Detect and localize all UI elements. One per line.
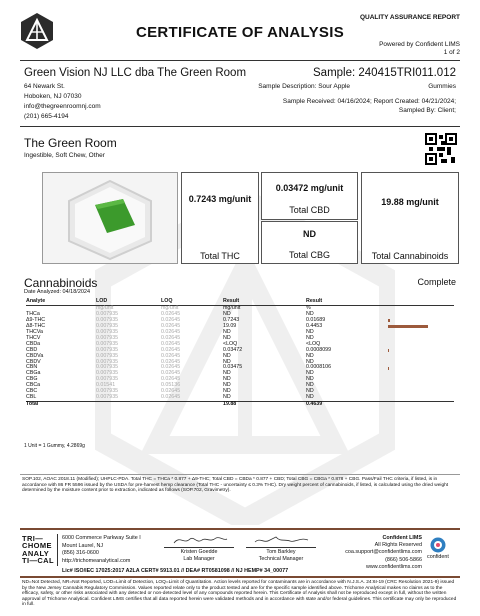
analyte-lod: 0.007935 (96, 346, 119, 353)
analyte-name: Δ9-THC (26, 316, 46, 323)
confident-logo-text: confident (427, 554, 449, 560)
client-name: Green Vision NJ LLC dba The Green Room (24, 67, 247, 79)
analyte-name: THCa (26, 310, 40, 317)
col-analyte: Analyte (26, 299, 96, 305)
total-result-mg: 19.88 (223, 402, 276, 408)
analyte-loq: 0.02645 (161, 340, 181, 347)
signer-1-name: Kristen Goedde (180, 549, 218, 555)
cl-website[interactable]: www.confidentlims.com (365, 563, 422, 570)
client-address-1: 64 Newark St. (24, 83, 65, 90)
lab-contact (62, 535, 141, 565)
analyte-lod: 0.007935 (96, 388, 119, 395)
logo-separator (57, 534, 58, 566)
result-bar (388, 325, 428, 328)
analyte-lod: 0.007935 (96, 340, 119, 347)
total-cbg-label: Total CBG (288, 250, 330, 260)
date-analyzed: Date Analyzed: 04/18/2024 (24, 289, 91, 295)
analyte-lod: 0.007935 (96, 322, 119, 329)
col-result-pct: Result (306, 299, 386, 305)
total-label: Total (26, 402, 96, 408)
analyte-result-mg: ND (223, 376, 231, 383)
total-loq (161, 402, 223, 408)
unit-note: 1 Unit = 1 Gummy, 4.2869g (24, 443, 85, 449)
analyte-result-mg: ND (223, 328, 231, 335)
analyte-result-mg: 19.09 (223, 322, 237, 329)
analyte-lod: 0.007935 (96, 370, 119, 377)
lab-phone: (856) 316-0600 (62, 550, 99, 557)
confident-lims-contact (345, 535, 422, 571)
sample-id: Sample: 240415TRI011.012 (313, 67, 456, 79)
analyte-result-mg: 0.7243 (223, 316, 240, 323)
analyte-lod: 0.007935 (96, 352, 119, 359)
analyte-result-pct: ND (306, 328, 314, 335)
trichome-logo (22, 535, 54, 565)
header-divider (20, 60, 460, 61)
cl-rights: All Rights Reserved (374, 542, 422, 549)
analyte-result-mg: ND (223, 394, 231, 401)
total-cannabinoids-value: 19.88 mg/unit (381, 197, 439, 207)
total-bar-cell (386, 402, 454, 408)
analyte-result-pct: 0.4453 (306, 322, 323, 329)
analyte-name: CBC (26, 388, 38, 395)
total-cbg-value: ND (303, 229, 316, 239)
lab-address-1: 6000 Commerce Parkway Suite I (62, 535, 141, 541)
col-lod: LOD (96, 299, 161, 305)
signer-2-title: Technical Manager (258, 556, 304, 562)
analyte-name: THCVa (26, 328, 43, 335)
total-lod (96, 402, 161, 408)
sampled-by: Sampled By: Client; (398, 107, 456, 114)
total-cannabinoids-box (361, 172, 459, 264)
analyte-name: CBDa (26, 340, 41, 347)
cl-phone: (866) 506-5866 (385, 556, 422, 563)
analyte-result-mg: ND (223, 310, 231, 317)
client-email: info@thegreenroomnj.com (24, 103, 101, 110)
analyte-result-pct: ND (306, 310, 314, 317)
result-bar (388, 367, 389, 370)
total-thc-box (181, 172, 259, 264)
analyte-loq: 0.02645 (161, 370, 181, 377)
analyte-lod: 0.007935 (96, 358, 119, 365)
analyte-loq: 0.02645 (161, 394, 181, 401)
analyte-loq: 0.02645 (161, 322, 181, 329)
analyte-result-mg: ND (223, 358, 231, 365)
footer-divider (20, 528, 460, 530)
product-name: The Green Room (24, 136, 117, 150)
analyte-result-pct: ND (306, 334, 314, 341)
analyte-result-pct: ND (306, 370, 314, 377)
signature-line-2 (246, 547, 316, 548)
lab-license: Lic# ISO/IEC 17025:2017 A2LA CERT# 5913.01 // DEA# RT0581098 // NJ HEMP# 34_00077 (62, 568, 289, 574)
total-thc-value: 0.7243 mg/unit (188, 194, 252, 204)
signer-2-name: Tom Barkley (266, 549, 296, 555)
footer-divider-line-2 (20, 576, 460, 578)
analyte-loq: 0.02645 (161, 358, 181, 365)
client-phone: (201) 665-4194 (24, 113, 69, 120)
analyte-lod: 0.007935 (96, 376, 119, 383)
sample-description: Sample Description: Sour Apple (258, 83, 350, 90)
analyte-name: CBDVa (26, 352, 44, 359)
qa-report-label: QUALITY ASSURANCE REPORT (359, 14, 460, 21)
cl-name: Confident LIMS (382, 535, 422, 541)
footer-divider-2 (20, 576, 460, 578)
total-row (26, 402, 454, 408)
logo-line-4: TI—CAL (22, 556, 54, 566)
analyte-name: CBL (26, 394, 37, 401)
analyte-loq: 0.02645 (161, 310, 181, 317)
analyte-result-pct: ND (306, 358, 314, 365)
analyte-loq: 0.02645 (161, 346, 181, 353)
analyte-result-pct: ND (306, 376, 314, 383)
analyte-name: THCV (26, 334, 41, 341)
analyte-loq: 0.02645 (161, 316, 181, 323)
analyte-result-mg: ND (223, 388, 231, 395)
total-result-pct: 0.4639 (306, 402, 386, 408)
analyte-result-pct: 0.0008099 (306, 346, 332, 353)
analyte-name: CBN (26, 364, 38, 371)
analyte-result-mg: ND (223, 370, 231, 377)
cannabinoids-title: Cannabinoids (24, 276, 98, 290)
analyte-result-pct: ND (306, 352, 314, 359)
signature-2 (252, 533, 312, 547)
page-number: 1 of 2 (443, 49, 460, 56)
analyte-result-pct: ND (306, 394, 314, 401)
client-address-2: Hoboken, NJ 07030 (24, 93, 82, 100)
cl-email[interactable]: coa.support@confidentlims.com (345, 549, 422, 556)
lab-address-2: Mount Laurel, NJ (62, 542, 104, 549)
analyte-result-mg: ND (223, 334, 231, 341)
analyte-lod: 0.007935 (96, 364, 119, 371)
analyte-loq: 0.05136 (161, 382, 181, 389)
disclaimer: ND=Not Detected, NR=Not Reported, LOD=Limit of Detection, LOQ=Limit of Quantitation. Action levels reported for contaminants are in accordance with N.J.S.A. 24:6I-19 (CRC Resolution 2021-9) issued by the New Jersey Cannabis Regulatory Commission. Values reported relate only to the product tested and are for the specific sample identified above. Trichome Analytical makes no claims as to the efficacy, safety, or other risks associated with any detected or non-detected level of any compounds reported herein. This Certificate of Analysis shall not be reproduced except in full, without the written approval of Trichome Analytical. Confident LIMS certifies that all data reported herein were validated methods and in accordance with state and/or federal guidelines. This certificate may only be reproduced in full. (22, 580, 457, 608)
analyte-result-mg: 0.03472 (223, 346, 243, 353)
analyte-lod: 0.007935 (96, 394, 119, 401)
document-title: CERTIFICATE OF ANALYSIS (135, 24, 345, 41)
analyte-name: CBD (26, 346, 38, 353)
result-bar-cell (386, 395, 454, 401)
analyte-name: CBDV (26, 358, 41, 365)
client-divider (20, 126, 460, 127)
analyte-result-pct: 0.01689 (306, 316, 326, 323)
total-cbd-value: 0.03472 mg/unit (275, 183, 344, 193)
qr-code[interactable] (425, 133, 457, 165)
signer-1-title: Lab Manager (183, 556, 215, 562)
analysis-status: Complete (417, 277, 456, 287)
analyte-lod: 0.007935 (96, 316, 119, 323)
analyte-name: CBCa (26, 382, 41, 389)
product-photo (42, 172, 178, 264)
logo-line-1: TRI— (22, 534, 44, 543)
analyte-result-mg: <LOQ (223, 340, 238, 347)
analyte-result-mg: ND (223, 382, 231, 389)
logo-line-3: ANALY (22, 548, 50, 558)
method-divider (20, 474, 460, 475)
analyte-loq: 0.02645 (161, 352, 181, 359)
analyte-loq: 0.02645 (161, 388, 181, 395)
col-loq: LOQ (161, 299, 223, 305)
analyte-result-mg: ND (223, 352, 231, 359)
analyte-loq: 0.02645 (161, 376, 181, 383)
sample-dates: Sample Received: 04/16/2024; Report Created: 04/21/2024; (282, 98, 456, 105)
total-cbd-label: Total CBD (289, 205, 330, 215)
analyte-name: CBGa (26, 370, 41, 377)
total-cbd-box (261, 172, 358, 220)
lab-website[interactable]: http://trichomeanalytical.com (62, 557, 131, 564)
analyte-result-mg: 0.03475 (223, 364, 243, 371)
gummy-image (43, 173, 177, 263)
analyte-lod: 0.01541 (96, 382, 116, 389)
signature-line-1 (164, 547, 234, 548)
unit-cell: mg/unit (223, 304, 241, 311)
cannabinoids-table (26, 299, 454, 408)
analyte-result-pct: ND (306, 388, 314, 395)
analyte-loq: 0.02645 (161, 328, 181, 335)
sample-type: Gummies (428, 83, 456, 90)
logo-line-2: CHOME (22, 541, 52, 551)
analyte-result-pct: ND (306, 382, 314, 389)
total-cbg-box (261, 221, 358, 264)
product-category: Ingestible, Soft Chew, Other (24, 152, 105, 159)
analyte-name: Δ8-THC (26, 322, 46, 329)
col-result-mg: Result (223, 299, 276, 305)
signature-1 (170, 533, 230, 547)
analyte-result-pct: <LOQ (306, 340, 321, 347)
analyte-lod: 0.007935 (96, 334, 119, 341)
total-cannabinoids-label: Total Cannabinoids (371, 251, 449, 261)
footer-divider-line (20, 528, 460, 530)
analyte-result-pct: 0.0008106 (306, 364, 332, 371)
powered-by: Powered by Confident LIMS (379, 41, 460, 48)
analyte-lod: 0.007935 (96, 310, 119, 317)
total-thc-label: Total THC (200, 251, 240, 261)
analyte-loq: 0.02645 (161, 364, 181, 371)
total-spacer (276, 402, 306, 408)
method-note: SOP.102, AOAC 2018.11 (Modified); UHPLC-PDA. Total THC = THCa * 0.877 + Δ9-THC; Total CBD = CBDa * 0.877 + CBD; Total CBG = CBGa * 0.878 + CBG. Pass/Fail THC criteria, if listed, is in accordance with 86 FR 5596 issued by the USDA for pre-harvest hemp clearance (Total THC - uncertainty ≤ 0.3% THC). Dry weight percent of cannabinoids, if listed, is calculated using the dried weight determined by the moisture content prior to extraction, indicated as follows (SOP.702, Gravimetry). (22, 477, 449, 494)
unit-cell: mg/unit (161, 304, 179, 311)
analyte-lod: 0.007935 (96, 328, 119, 335)
unit-cell: % (306, 304, 311, 311)
confident-logo-icon (430, 537, 446, 553)
result-bar (388, 349, 389, 352)
analyte-name: CBG (26, 376, 38, 383)
analyte-loq: 0.02645 (161, 334, 181, 341)
unit-cell: mg/unit (96, 304, 114, 311)
result-bar (388, 319, 390, 322)
